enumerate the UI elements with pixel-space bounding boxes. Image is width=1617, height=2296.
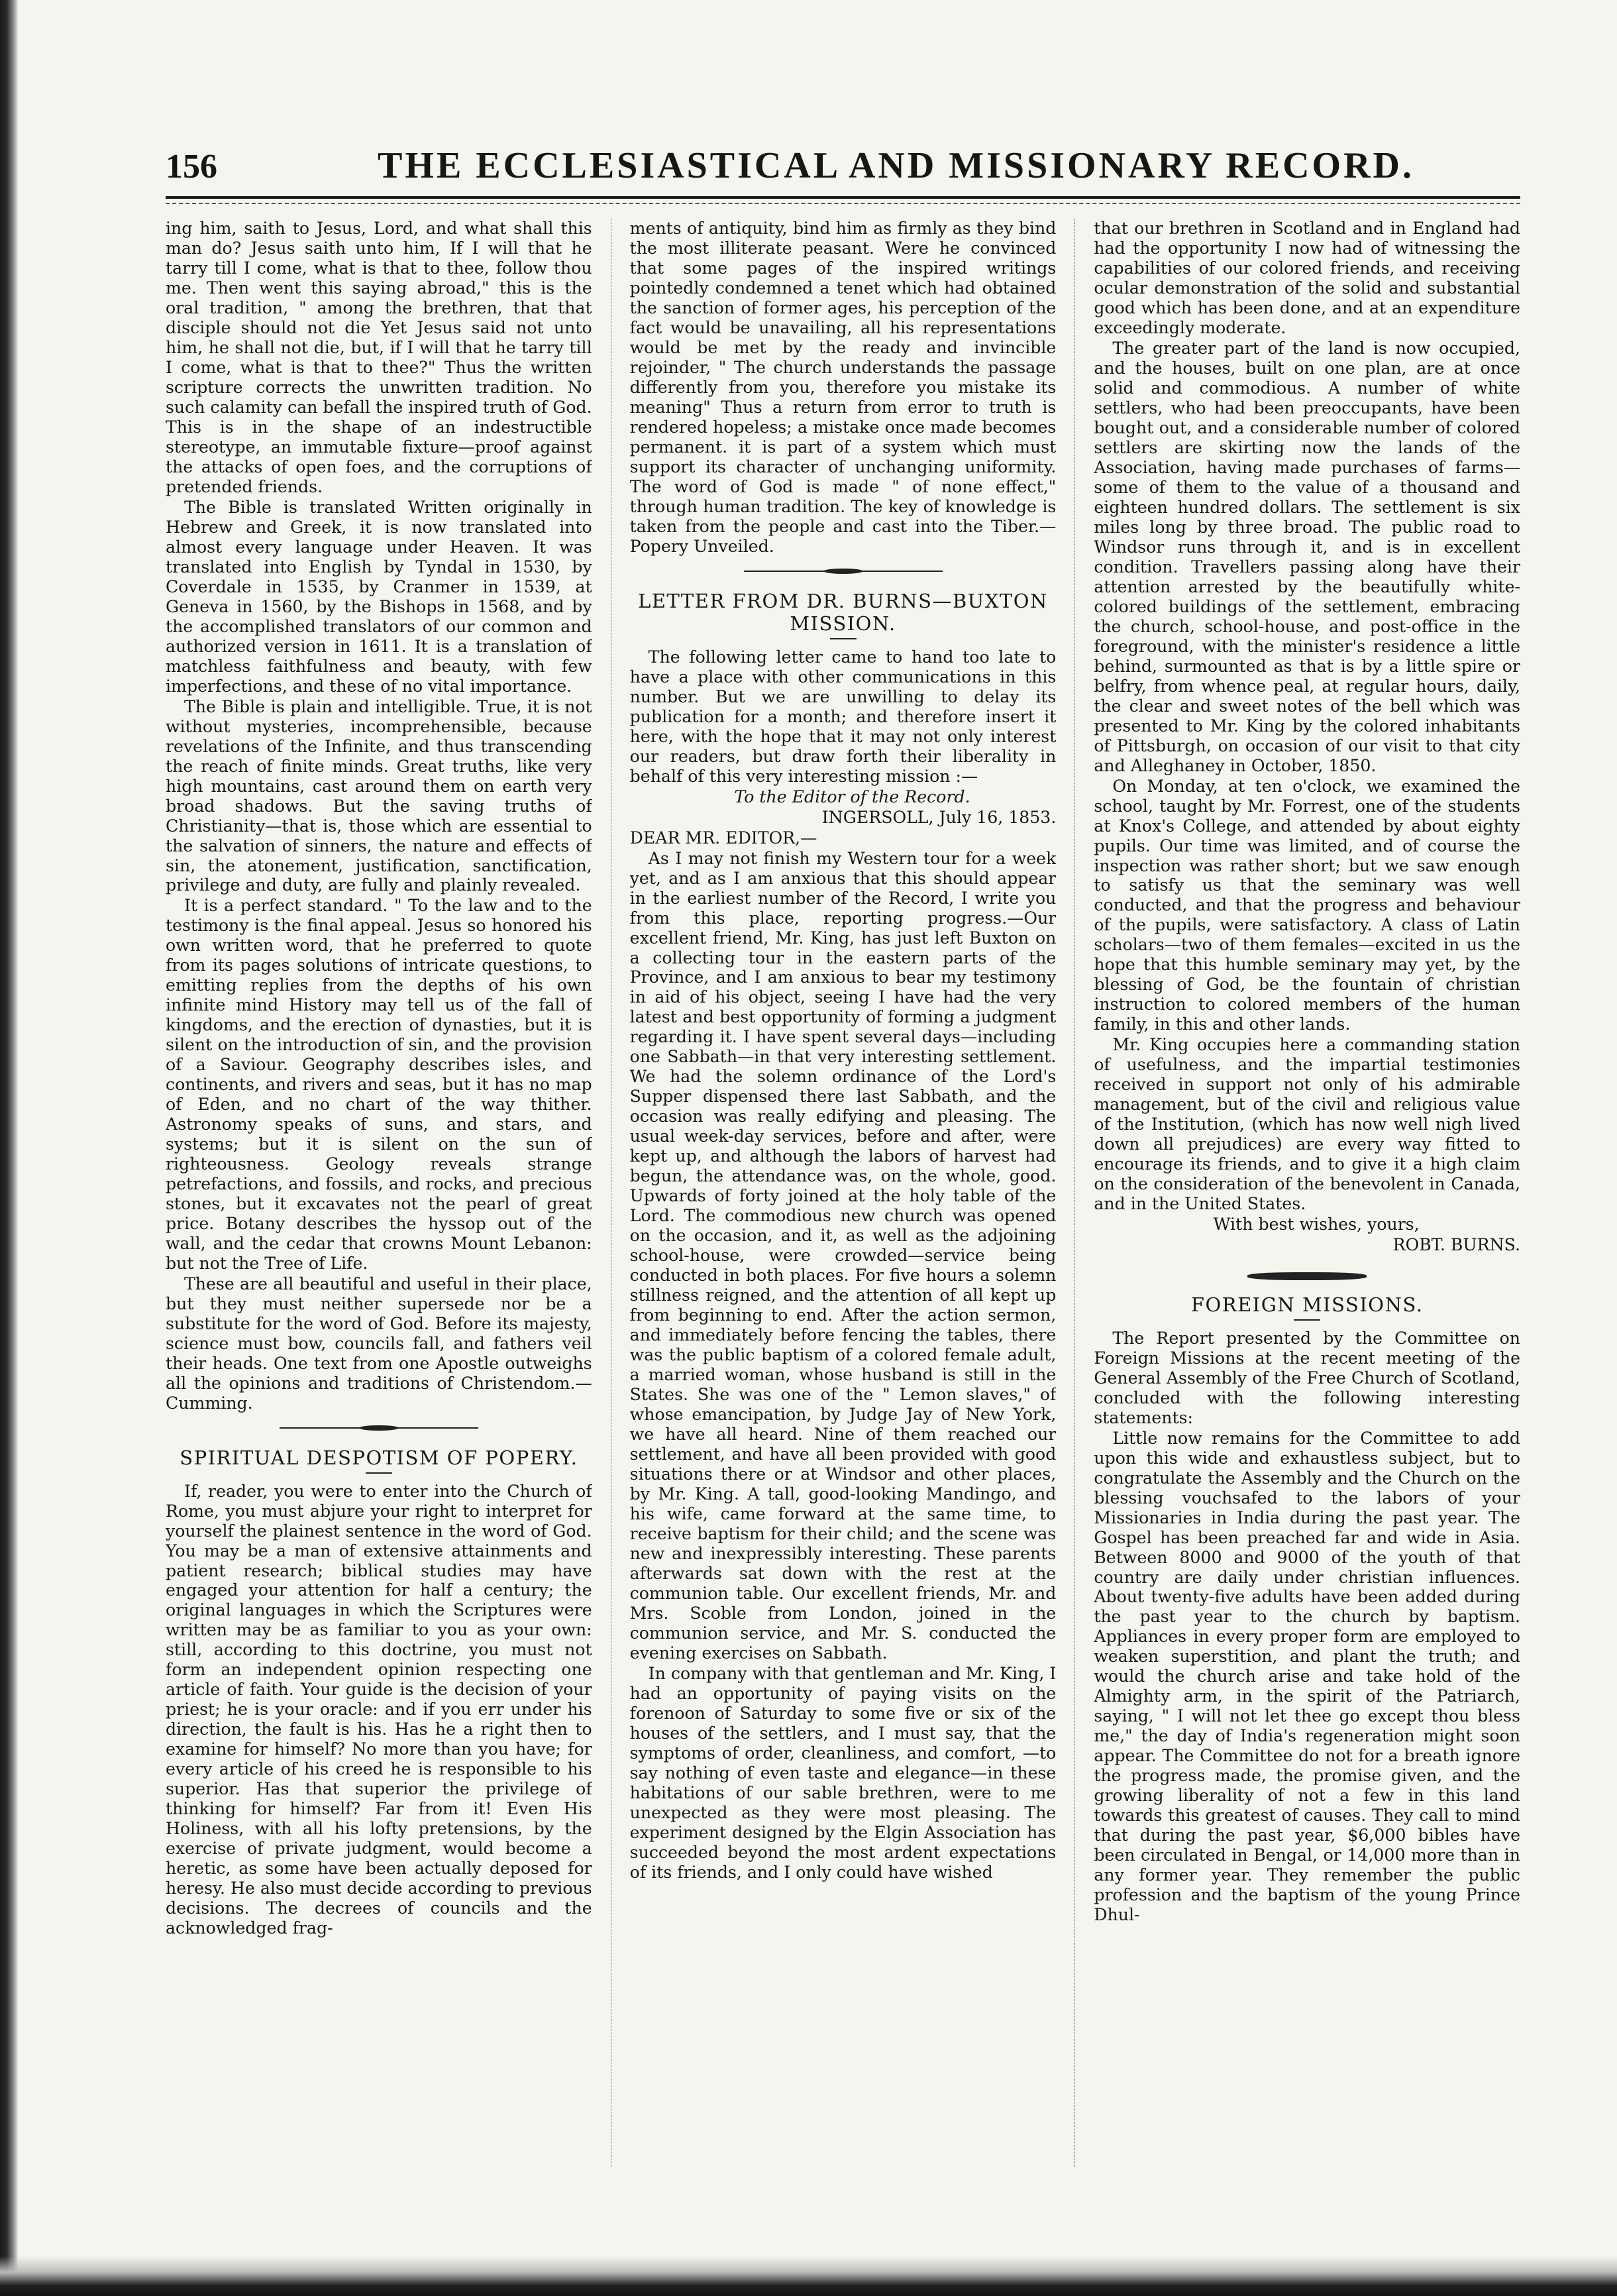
column-2 xyxy=(630,219,1057,2167)
column-1 xyxy=(166,219,592,2167)
heading-rule xyxy=(1294,1319,1320,1321)
letter-dateline: INGERSOLL, July 16, 1853. xyxy=(821,807,1057,827)
header-rule-secondary xyxy=(166,203,1520,204)
section-divider xyxy=(744,566,943,576)
section-heading-foreign-missions: FOREIGN MISSIONS. xyxy=(1190,1293,1424,1317)
paragraph: Mr. King occupies here a commanding station of usefulness, and the impartial testimonies received in support not only of his admirable management, but of the civil and religious value of the Institution, (which has now well nigh lived down all prejudices) are every way fitted to encourage its friends, and to give it a high claim on the consideration of the benevolent in Canada, and in the United States. xyxy=(1094,1035,1521,1214)
section-divider xyxy=(1247,1272,1367,1280)
running-title: THE ECCLESIASTICAL AND MISSIONARY RECORD. xyxy=(378,145,1414,186)
paragraph: The Bible is plain and intelligible. True, it is not without mysteries, incomprehensible, because revelations of the Infinite, and thus transcending the reach of finite minds. Great truths, like very high mountains, cast around them on earth very broad shadows. But the saving truths of Christianity—that is, those which are essential to the salvation of sinners, the nature and effects of sin, the atonement, justification, sanctification, privilege and duty, are fully and plainly revealed. xyxy=(166,696,592,895)
page-bottom-edge xyxy=(0,2256,1617,2296)
letter-closing: With best wishes, yours, xyxy=(1213,1215,1420,1234)
page-header xyxy=(166,133,1520,205)
paragraph: The Bible is translated Written originally in Hebrew and Greek, it is now translated into almost every language under Heaven. It was translated into English by Tyndal in 1530, by Coverdale in 1535, by Cranmer in 1539, at Geneva in 1560, by the Bishops in 1568, and by the accomplished translators of our common and authorized version in 1611. It is a translation of matchless faithfulness and beauty, with few imperfections, and these of no vital importance. xyxy=(166,497,592,696)
letter-addressee: To the Editor of the Record. xyxy=(734,787,970,806)
section-divider xyxy=(280,1423,478,1433)
section-heading-spiritual-despotism: SPIRITUAL DESPOTISM OF POPERY. xyxy=(180,1447,578,1470)
paragraph: If, reader, you were to enter into the Church of Rome, you must abjure your right to interpret for yourself the plainest sentence in the word of God. You may be a man of extensive attainments and patient research; biblical studies may have engaged your attention for half a century; the original languages in which the Scriptures were written may be as familiar to you as your own: still, according to this doctrine, you must not form an independent opinion respecting one article of faith. Your guide is the decision of your priest; he is your oracle: and if you err under his direction, the fault is his. Has he a right then to examine for himself? No more than you have; for every article of his creed he is responsible to his superior. Has that superior the privilege of thinking for himself? Far from it! Even His Holiness, with all his lofty pretensions, by the exercise of private judgment, would become a heretic, as some have been actually deposed for heresy. He also must decide according to previous decisions. The decrees of councils and the acknowledged frag- xyxy=(166,1481,592,1938)
paragraph: As I may not finish my Western tour for a week yet, and as I am anxious that this should appear in the earliest number of the Record, I write you from this place, reporting progress.—Our excellent friend, Mr. King, has just left Buxton on a collecting tour in the eastern parts of the Province, and I am anxious to bear my testimony in aid of his object, seeing I have had the very latest and best opportunity of forming a judgment regarding it. I have spent several days—including one Sabbath—in that very interesting settlement. We had the solemn ordinance of the Lord's Supper dispensed there last Sabbath, and the occasion was really edifying and pleasing. The usual week-day services, before and after, were kept up, and although the labors of harvest had begun, the attendance was, on the whole, good. Upwards of forty joined at the holy table of the Lord. The commodious new church was opened on the occasion, and it, as well as the adjoining school-house, were crowded—service being conducted in both places. For five hours a solemn stillness reigned, and the attention of all kept up from beginning to end. After the action sermon, and immediately before fencing the tables, there was the public baptism of a colored female adult, a married woman, whose husband is still in the States. She was one of the " Lemon slaves," of whose emancipation, by Judge Jay of New York, we have all heard. Nine of them reached our settlement, and have all been provided with good situations there or at Windsor and other places, by Mr. King. A tall, good-looking Mandingo, and his wife, came forward at the same time, to receive baptism for their child; and the scene was new and inexpressibly interesting. These parents afterwards sat down with the rest at the communion table. Our excellent friends, Mr. and Mrs. Scoble from London, joined in the communion service, and Mr. S. conducted the evening exercises on Sabbath. xyxy=(629,848,1057,1663)
page-number: 156 xyxy=(166,148,217,186)
header-rule xyxy=(166,196,1520,199)
paragraph: The following letter came to hand too late to have a place with other communications in this number. But we are unwilling to delay its publication for a month; and therefore insert it here, with the hope that it may not only interest our readers, but draw forth their liberality in behalf of this very interesting mission :— xyxy=(629,647,1057,786)
paragraph: ing him, saith to Jesus, Lord, and what shall this man do? Jesus saith unto him, If I will that he tarry till I come, what is that to thee, follow thou me. Then went this saying abroad," this is the oral tradition, " among the brethren, that that disciple should not die Yet Jesus said not unto him, he shall not die, but, if I will that he tarry till I come, what is that to thee?" Thus the written scripture corrects the unwritten tradition. No such calamity can befall the inspired truth of God. This is in the shape of an indestructible stereotype, an immutable fixture—proof against the attacks of open foes, and the corruptions of pretended friends. xyxy=(166,219,592,496)
paragraph: It is a perfect standard. " To the law and to the testimony is the final appeal. Jesus so honored his own written word, that he preferred to quote from its pages solutions of intricate questions, to emitting replies from the depths of his own infinite mind History may tell us of the fall of kingdoms, and the erection of dynasties, but it is silent on the introduction of sin, and the provision of a Saviour. Geography describes isles, and continents, and rivers and seas, but it has no map of Eden, and no chart of the way thither. Astronomy speaks of suns, and stars, and systems; but it is silent on the sun of righteousness. Geology reveals strange petrefactions, and fossils, and rocks, and precious stones, but it excavates not the pearl of great price. Botany describes the hyssop out of the wall, and the cedar that crowns Mount Lebanon: but not the Tree of Life. xyxy=(166,896,592,1274)
paragraph: ments of antiquity, bind him as firmly as they bind the most illiterate peasant. Were he convinced that some pages of the inspired writings pointedly condemned a tenet which had obtained the sanction of former ages, his perception of the fact would be unavailing, all his representations would be met by the ready and invincible rejoinder, " The church understands the passage differently from you, therefore you mistake its meaning" Thus a return from error to truth is rendered hopeless; a mistake once made becomes permanent. it is part of a system which must support its character of unchanging uniformity. The word of God is made " of none effect," through human tradition. The key of knowledge is taken from the people and cast into the Tiber.—Popery Unveiled. xyxy=(629,219,1057,556)
letter-signature: ROBT. BURNS. xyxy=(1392,1235,1521,1255)
paragraph: Little now remains for the Committee to add upon this wide and exhaustless subject, but to congratulate the Assembly and the Church on the blessing vouchsafed to the labors of your Missionaries in India during the past year. The Gospel has been preached far and wide in Asia. Between 8000 and 9000 of the youth of that country are daily under christian influences. About twenty-five adults have been added during the past year to the church by baptism. Appliances in every proper form are employed to weaken superstition, and plant the truth; and would the church arise and take hold of the Almighty arm, in the spirit of the Patriarch, saying, " I will not let thee go except thou bless me," the day of India's regeneration might soon appear. The Committee do not for a breath ignore the progress made, the promise given, and the growing liberality of not a few in this land towards this greatest of causes. They call to mind that during the past year, $6,000 bibles have been circulated in Bengal, or 14,000 more than in any former year. They remember the public profession and the baptism of the young Prince Dhul- xyxy=(1094,1428,1521,1925)
paragraph: In company with that gentleman and Mr. King, I had an opportunity of paying visits on the forenoon of Saturday to some five or six of the houses of the settlers, and I must say, that the symptoms of order, cleanliness, and comfort, —to say nothing of even taste and elegance—in these habitations of our sable brethren, were to me unexpected as they were most pleasing. The experiment designed by the Elgin Association has succeeded beyond the most ardent expectations of its friends, and I only could have wished xyxy=(629,1663,1057,1882)
paragraph: These are all beautiful and useful in their place, but they must neither supersede nor be a substitute for the word of God. Before its majesty, science must bow, councils fall, and fathers veil their heads. One text from one Apostle outweighs all the opinions and traditions of Christendom.—Cumming. xyxy=(166,1274,592,1413)
column-divider xyxy=(1074,219,1075,2167)
letter-salutation: DEAR MR. EDITOR,— xyxy=(629,828,817,847)
section-heading-letter-from-dr-burns: LETTER FROM DR. BURNS—BUXTON MISSION. xyxy=(638,589,1048,635)
paragraph: that our brethren in Scotland and in England had had the opportunity I now had of witnessing the capabilities of our colored friends, and receiving ocular demonstration of the solid and substantial good which has been done, and at an expenditure exceedingly moderate. xyxy=(1094,219,1521,337)
page-binding-edge xyxy=(0,0,19,2296)
paragraph: The greater part of the land is now occupied, and the houses, built on one plan, are at once solid and commodious. A number of white settlers, who had been preoccupants, have been bought out, and a considerable number of colored settlers are skirting now the lands of the Association, having made purchases of farms—some of them to the value of a thousand and eighteen hundred dollars. The settlement is six miles long by three broad. The public road to Windsor runs through it, and is in excellent condition. Travellers passing along have their attention arrested by the beautifully white-colored buildings of the settlement, embracing the church, school-house, and post-office in the foreground, with the minister's residence a little behind, surmounted as that is by a little spire or belfry, from whence peal, at regular hours, daily, the clear and sweet notes of the bell which was presented to Mr. King by the colored inhabitants of Pittsburgh, on occasion of our visit to that city and Alleghaney in October, 1850. xyxy=(1094,338,1521,775)
text-columns xyxy=(166,219,1520,2167)
paragraph: The Report presented by the Committee on Foreign Missions at the recent meeting of the General Assembly of the Free Church of Scotland, concluded with the following interesting statements: xyxy=(1094,1328,1521,1427)
heading-rule xyxy=(830,638,857,639)
heading-rule xyxy=(366,1472,392,1474)
paragraph: On Monday, at ten o'clock, we examined the school, taught by Mr. Forrest, one of the students at Knox's College, and attended by about eighty pupils. Our time was limited, and of course the inspection was rather short; but we saw enough to satisfy us that the seminary was well conducted, and that the progress and behaviour of the pupils, were satisfactory. A class of Latin scholars—two of them females—excited in us the hope that this humble seminary may yet, by the blessing of God, be the fountain of christian instruction to colored members of the human family, in this and other lands. xyxy=(1094,776,1521,1034)
column-3 xyxy=(1094,219,1520,2167)
